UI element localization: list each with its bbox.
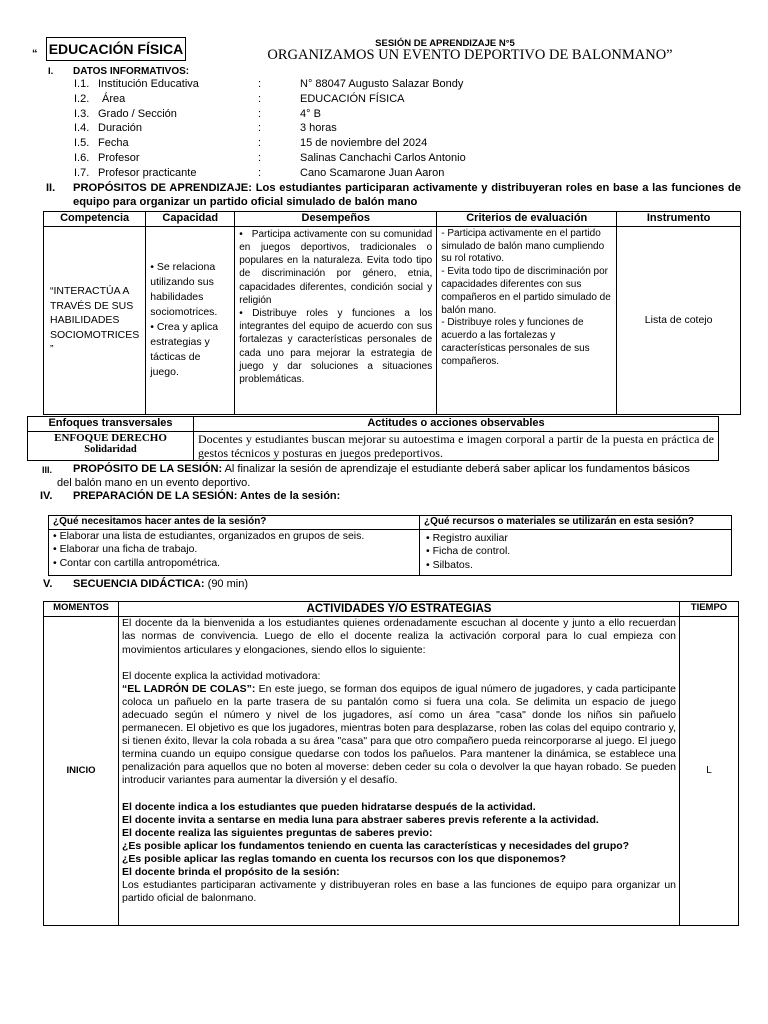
enfoque-cell [28, 431, 194, 460]
preparation-table [48, 515, 732, 576]
bold-line: ¿Es posible aplicar los fundamentos teniendo en cuenta las características y necesidades del grupo? [122, 839, 630, 852]
desempeno-item: • Participa activamente con su comunidad en juegos deportivos, tradicionales o populares en la naturaleza. Evita todo tipo de discriminación por género, etnia, capacidades diferentes, condición social y religión [239, 228, 433, 306]
info-separator: : [258, 108, 262, 120]
info-number: I.6. [74, 152, 90, 164]
section-3-line [73, 463, 690, 475]
info-label: Profesor practicante [98, 167, 197, 179]
purposes-table [43, 211, 741, 415]
section-5-duration: (90 min) [207, 578, 248, 590]
section-2-number: II. [46, 182, 56, 194]
session-purpose: Los estudiantes participaran activamente y distribuyeran roles en base a las funciones de equipo para organizar un partido oficial de balonmano. [122, 879, 676, 905]
info-number: I.5. [74, 137, 90, 149]
info-number: I.1. [74, 78, 90, 90]
col-instrumento: Instrumento [617, 212, 741, 227]
section-5-number: V. [43, 578, 53, 590]
section-3-text: Al finalizar la sesión de aprendizaje el estudiante deberá saber aplicar los fundamentos básicos [224, 463, 690, 475]
info-value: Salinas Canchachi Carlos Antonio [300, 152, 466, 164]
resource-item: • Registro auxiliar [426, 531, 508, 544]
info-value: 4° B [300, 108, 321, 120]
info-value: EDUCACIÓN FÍSICA [300, 93, 405, 105]
info-number: I.2. [74, 93, 90, 105]
info-number: I.7. [74, 167, 90, 179]
bold-line: El docente invita a sentarse en media luna para abstraer saberes previs referente a la actividad. [122, 813, 599, 826]
criterios-cell [437, 226, 617, 414]
col-capacidad: Capacidad [146, 212, 235, 227]
capacidad-item: • Se relaciona utilizando sus habilidades sociomotrices. [150, 261, 218, 319]
section-3-number: III. [42, 465, 53, 475]
info-value: N° 88047 Augusto Salazar Bondy [300, 78, 464, 90]
desempeno-item: • Distribuye roles y funciones a los integrantes del equipo de acuerdo con sus fortalezas y características personales de cada uno para mejorar la estrategia de juego y dar soluciones a situaciones problemáticas. [239, 307, 433, 385]
preparation-right-header: ¿Qué recursos o materiales se utilizarán en esta sesión? [420, 516, 732, 530]
section-4-number: IV. [40, 490, 53, 502]
actitud-cell: Docentes y estudiantes buscan mejorar su autoestima e imagen corporal a partir de la puesta en práctica de gestos técnicos y posturas en juegos predeportivos. [194, 431, 719, 460]
prep-item: • Elaborar una ficha de trabajo. [53, 543, 198, 555]
info-separator: : [258, 122, 262, 134]
section-5-title: SECUENCIA DIDÁCTICA: [73, 578, 205, 590]
info-separator: : [258, 78, 262, 90]
bold-line: El docente indica a los estudiantes que pueden hidratarse después de la actividad. [122, 800, 536, 813]
info-value: Cano Scamarone Juan Aaron [300, 167, 445, 179]
section-4-title: PREPARACIÓN DE LA SESIÓN: Antes de la sesión: [73, 490, 341, 502]
info-label: Institución Educativa [98, 78, 199, 90]
section-3-text-cont: del balón mano en un evento deportivo. [57, 477, 251, 489]
prep-item: • Contar con cartilla antropométrica. [53, 556, 221, 569]
activity-motivation: El docente explica la actividad motivadora: [122, 669, 321, 682]
info-separator: : [258, 152, 262, 164]
prep-item: • Elaborar una lista de estudiantes, organizados en grupos de seis. [53, 529, 365, 542]
session-label: SESIÓN DE APRENDIZAJE N°5 [375, 38, 515, 49]
col-actividades: ACTIVIDADES Y/O ESTRATEGIAS [119, 602, 680, 617]
section-5-line [73, 578, 248, 590]
session-title: ORGANIZAMOS UN EVENTO DEPORTIVO DE BALONMANO” [267, 47, 673, 63]
criterio-item: - Evita todo tipo de discriminación por capacidades diferentes con sus compañeros en el partido simulado de balón mano. [441, 266, 611, 316]
resource-item: • Silbatos. [426, 558, 473, 571]
col-competencia: Competencia [44, 212, 146, 227]
section-2-title: PROPÓSITOS DE APRENDIZAJE: Los estudiantes participaran activamente y distribuyeran roles en base a las funciones de equipo para organizar un partido oficial simulado de balón mano [73, 182, 741, 208]
resource-item: • Ficha de control. [426, 545, 511, 557]
preparation-left-header: ¿Qué necesitamos hacer antes de la sesión? [49, 516, 420, 530]
col-desempenos: Desempeños [235, 212, 437, 227]
moment-cell: INICIO [44, 617, 119, 926]
desempenos-cell [235, 226, 437, 414]
section-1-title: DATOS INFORMATIVOS: [73, 66, 190, 77]
area-box: EDUCACIÓN FÍSICA [46, 37, 186, 61]
preparation-left-cell [49, 529, 420, 575]
section-3-title: PROPÓSITO DE LA SESIÓN: [73, 463, 223, 475]
criterio-item: - Distribuye roles y funciones de acuerdo a las fortalezas y características personales de sus compañeros. [441, 317, 590, 367]
sequence-table [43, 601, 739, 926]
actitudes-header: Actitudes o acciones observables [194, 417, 719, 432]
info-separator: : [258, 137, 262, 149]
info-number: I.4. [74, 122, 90, 134]
capacidad-item: • Crea y aplica estrategias y tácticas de juego. [150, 321, 219, 379]
info-label: Área [102, 93, 126, 105]
game-description: “EL LADRÓN DE COLAS”: En este juego, se forman dos equipos de igual número de jugadores, y cada participante coloca un pañuelo en la parte trasera de su pantalón como si fuera una cola. Se delimita un espacio de juego adecuado según el número y nivel de los jugadores, así como un área "casa" donde los niños sin pañuelo permanecen. El objetivo es que los jugadores, mientras boten para desplazarse, roben las colas del equipo contrario y, si tienen éxito, llevar la cola robada a su área "casa" para que otro compañero pueda reincorporarse al juego. El juego termina cuando un equipo consigue quedarse con todos los pañuelos. Para mantener la dinámica, se establece una penalización para aquellos que no boten al moverse: deben ceder su cola o devolver la que hayan robado. Se pueden introducir variantes para aumentar la diversión y el desafío. [122, 682, 676, 787]
instrumento-cell: Lista de cotejo [617, 226, 741, 414]
col-momentos: MOMENTOS [44, 602, 119, 617]
competencia-cell: “INTERACTÚA A TRAVÉS DE SUS HABILIDADES SOCIOMOTRICES ” [44, 226, 146, 414]
enfoque-value: Solidaridad [84, 443, 137, 455]
opening-quote: “ [32, 48, 38, 60]
capacidad-cell [146, 226, 235, 414]
info-label: Profesor [98, 152, 140, 164]
info-label: Duración [98, 122, 143, 134]
enfoque-name: ENFOQUE DERECHO [54, 431, 167, 444]
section-1-number: I. [48, 66, 54, 77]
col-criterios: Criterios de evaluación [437, 212, 617, 227]
info-value: 15 de noviembre del 2024 [300, 137, 428, 149]
info-number: I.3. [74, 108, 90, 120]
info-separator: : [258, 167, 262, 179]
bold-line: ¿Es posible aplicar las reglas tomando en cuenta los recursos con los que disponemos? [122, 852, 567, 865]
activities-cell [119, 617, 680, 926]
time-cell: L [680, 617, 739, 926]
info-value: 3 horas [300, 122, 337, 134]
criterio-item: - Participa activamente en el partido simulado de balón mano cumpliendo su rol rotativo. [441, 227, 605, 265]
bold-line: El docente brinda el propósito de la sesión: [122, 865, 340, 878]
preparation-right-cell [420, 529, 732, 575]
bold-line: El docente realiza las siguientes preguntas de saberes previo: [122, 826, 433, 839]
enfoques-table [27, 416, 719, 461]
enfoques-header: Enfoques transversales [28, 417, 194, 432]
col-tiempo: TIEMPO [680, 602, 739, 617]
info-label: Grado / Sección [98, 108, 177, 120]
activity-intro: El docente da la bienvenida a los estudiantes quienes ordenadamente escuchan al docente y junto a ello recuerdan las normas de convivencia. Luego de ello el docente realiza la activación corporal para lo cual empieza con movimientos articulares y elongaciones, siendo ellos lo siguiente: [122, 617, 676, 656]
info-separator: : [258, 93, 262, 105]
game-name: “EL LADRÓN DE COLAS”: [122, 682, 256, 695]
info-label: Fecha [98, 137, 129, 149]
